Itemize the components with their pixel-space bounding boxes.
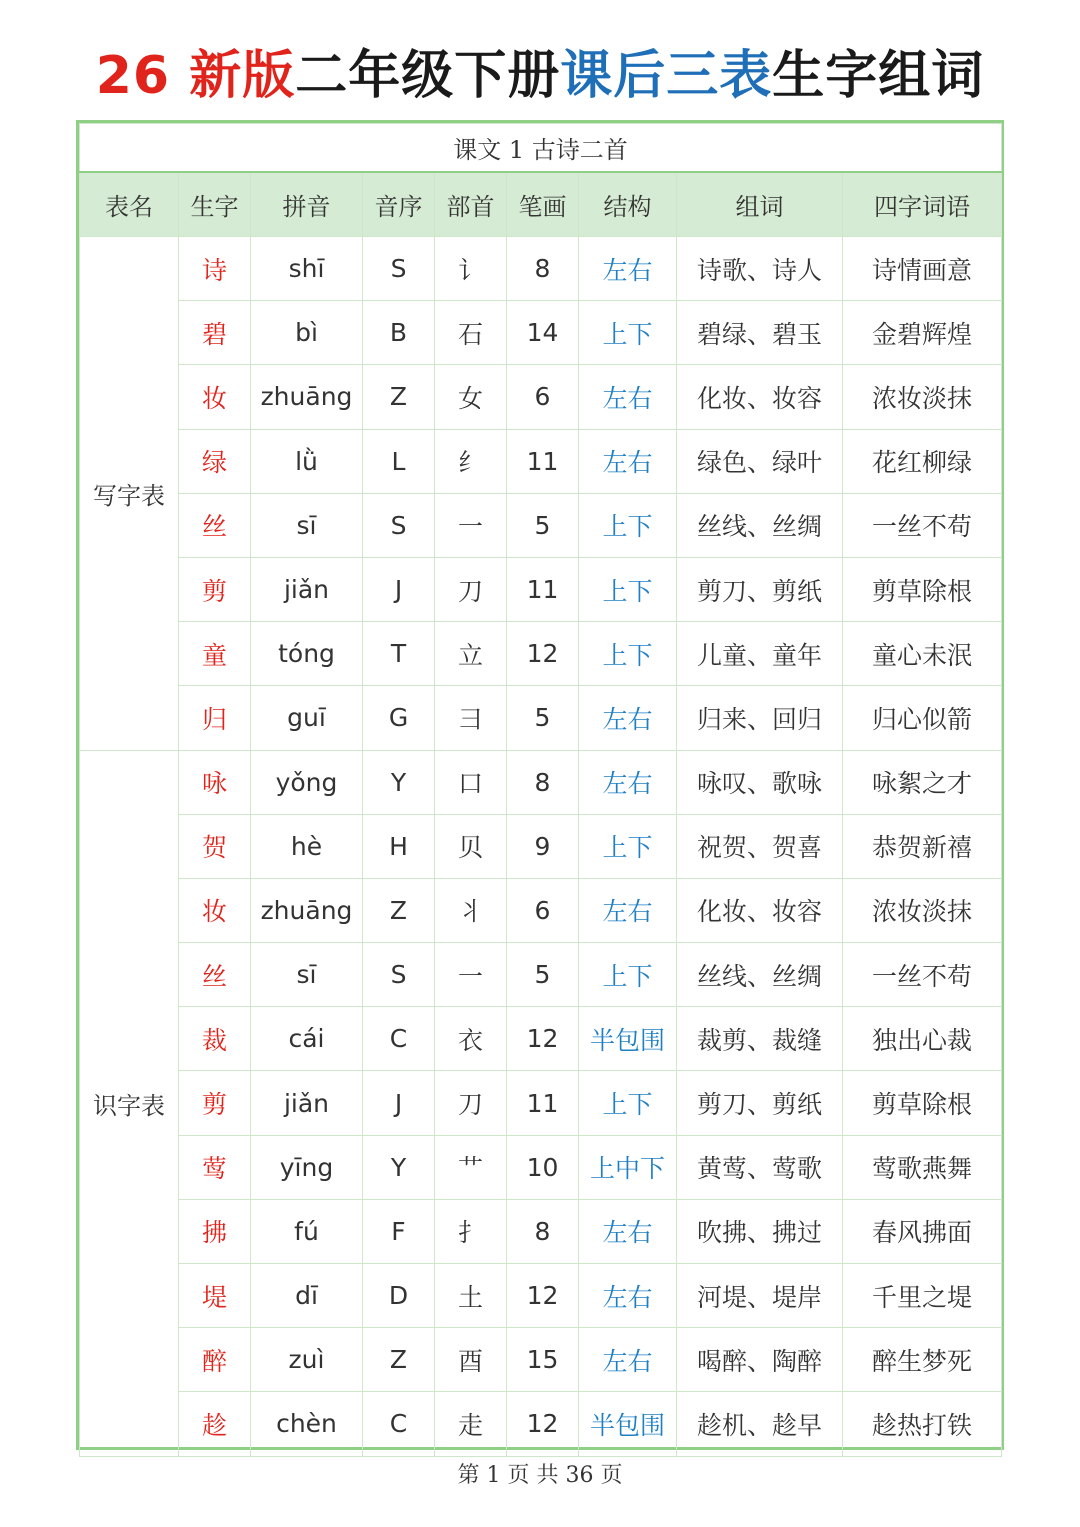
char-cell: 妆 — [179, 878, 251, 942]
letter-order-cell: J — [363, 557, 435, 621]
word-group-cell: 吹拂、拂过 — [677, 1199, 843, 1263]
char-cell: 贺 — [179, 814, 251, 878]
pinyin-cell: chèn — [251, 1392, 363, 1456]
letter-order-cell: H — [363, 814, 435, 878]
pinyin-cell: dī — [251, 1264, 363, 1328]
table-row — [80, 878, 1002, 942]
letter-order-cell: C — [363, 1007, 435, 1071]
word-group-cell: 剪刀、剪纸 — [677, 557, 843, 621]
letter-order-cell: G — [363, 686, 435, 750]
structure-cell: 半包围 — [579, 1007, 677, 1071]
idiom-cell: 一丝不苟 — [843, 493, 1002, 557]
stroke-count-cell: 9 — [507, 814, 579, 878]
table-row — [80, 622, 1002, 686]
word-group-cell: 丝线、丝绸 — [677, 943, 843, 1007]
stroke-count-cell: 14 — [507, 301, 579, 365]
stroke-count-cell: 5 — [507, 686, 579, 750]
column-header: 音序 — [363, 172, 435, 237]
structure-cell: 上下 — [579, 943, 677, 1007]
stroke-count-cell: 5 — [507, 493, 579, 557]
pinyin-cell: lǜ — [251, 429, 363, 493]
pinyin-cell: jiǎn — [251, 557, 363, 621]
structure-cell: 上下 — [579, 622, 677, 686]
stroke-count-cell: 12 — [507, 1264, 579, 1328]
stroke-count-cell: 11 — [507, 557, 579, 621]
stroke-count-cell: 10 — [507, 1135, 579, 1199]
letter-order-cell: D — [363, 1264, 435, 1328]
structure-cell: 上下 — [579, 301, 677, 365]
stroke-count-cell: 5 — [507, 943, 579, 1007]
idiom-cell: 恭贺新禧 — [843, 814, 1002, 878]
word-group-cell: 河堤、堤岸 — [677, 1264, 843, 1328]
radical-cell: 艹 — [435, 1135, 507, 1199]
table-body — [80, 237, 1002, 1457]
radical-cell: 丬 — [435, 878, 507, 942]
idiom-cell: 咏絮之才 — [843, 750, 1002, 814]
stroke-count-cell: 15 — [507, 1328, 579, 1392]
stroke-count-cell: 11 — [507, 1071, 579, 1135]
table-row — [80, 429, 1002, 493]
letter-order-cell: Z — [363, 1328, 435, 1392]
structure-cell: 上下 — [579, 1071, 677, 1135]
idiom-cell: 剪草除根 — [843, 557, 1002, 621]
table-row — [80, 1328, 1002, 1392]
pinyin-cell: zuì — [251, 1328, 363, 1392]
stroke-count-cell: 8 — [507, 750, 579, 814]
idiom-cell: 归心似箭 — [843, 686, 1002, 750]
table-row — [80, 1071, 1002, 1135]
column-header: 笔画 — [507, 172, 579, 237]
char-cell: 剪 — [179, 1071, 251, 1135]
radical-cell: 贝 — [435, 814, 507, 878]
char-cell: 诗 — [179, 237, 251, 301]
radical-cell: 土 — [435, 1264, 507, 1328]
idiom-cell: 醉生梦死 — [843, 1328, 1002, 1392]
letter-order-cell: Z — [363, 365, 435, 429]
table-row — [80, 1264, 1002, 1328]
radical-cell: 女 — [435, 365, 507, 429]
word-group-cell: 黄莺、莺歌 — [677, 1135, 843, 1199]
idiom-cell: 诗情画意 — [843, 237, 1002, 301]
structure-cell: 左右 — [579, 878, 677, 942]
radical-cell: 立 — [435, 622, 507, 686]
stroke-count-cell: 8 — [507, 1199, 579, 1263]
stroke-count-cell: 8 — [507, 237, 579, 301]
char-cell: 咏 — [179, 750, 251, 814]
stroke-count-cell: 12 — [507, 622, 579, 686]
radical-cell: 衣 — [435, 1007, 507, 1071]
letter-order-cell: S — [363, 943, 435, 1007]
title-subject: 生字组词 — [772, 46, 985, 106]
radical-cell: 石 — [435, 301, 507, 365]
column-header: 生字 — [179, 172, 251, 237]
pinyin-cell: bì — [251, 301, 363, 365]
word-group-cell: 喝醉、陶醉 — [677, 1328, 843, 1392]
char-cell: 醉 — [179, 1328, 251, 1392]
word-group-cell: 化妆、妆容 — [677, 878, 843, 942]
letter-order-cell: L — [363, 429, 435, 493]
structure-cell: 上下 — [579, 557, 677, 621]
char-cell: 碧 — [179, 301, 251, 365]
structure-cell: 上中下 — [579, 1135, 677, 1199]
char-cell: 丝 — [179, 493, 251, 557]
structure-cell: 上下 — [579, 814, 677, 878]
letter-order-cell: S — [363, 493, 435, 557]
char-cell: 妆 — [179, 365, 251, 429]
word-group-cell: 咏叹、歌咏 — [677, 750, 843, 814]
pinyin-cell: sī — [251, 493, 363, 557]
radical-cell: 刀 — [435, 1071, 507, 1135]
table-row — [80, 1392, 1002, 1456]
pinyin-cell: jiǎn — [251, 1071, 363, 1135]
table-row — [80, 301, 1002, 365]
idiom-cell: 春风拂面 — [843, 1199, 1002, 1263]
radical-cell: 刀 — [435, 557, 507, 621]
table-row — [80, 237, 1002, 301]
char-cell: 丝 — [179, 943, 251, 1007]
char-cell: 剪 — [179, 557, 251, 621]
word-group-cell: 儿童、童年 — [677, 622, 843, 686]
stroke-count-cell: 12 — [507, 1007, 579, 1071]
table-row — [80, 1007, 1002, 1071]
column-header: 结构 — [579, 172, 677, 237]
column-header: 四字词语 — [843, 172, 1002, 237]
word-group-cell: 诗歌、诗人 — [677, 237, 843, 301]
idiom-cell: 浓妆淡抹 — [843, 365, 1002, 429]
idiom-cell: 千里之堤 — [843, 1264, 1002, 1328]
char-cell: 归 — [179, 686, 251, 750]
structure-cell: 半包围 — [579, 1392, 677, 1456]
structure-cell: 左右 — [579, 1199, 677, 1263]
stroke-count-cell: 6 — [507, 365, 579, 429]
word-group-cell: 剪刀、剪纸 — [677, 1071, 843, 1135]
table-row — [80, 493, 1002, 557]
idiom-cell: 浓妆淡抹 — [843, 878, 1002, 942]
radical-cell: 讠 — [435, 237, 507, 301]
pinyin-cell: zhuāng — [251, 365, 363, 429]
table-row — [80, 1199, 1002, 1263]
pinyin-cell: yǒng — [251, 750, 363, 814]
column-header-row — [80, 172, 1002, 237]
word-group-cell: 裁剪、裁缝 — [677, 1007, 843, 1071]
table-group-label: 写字表 — [80, 237, 179, 751]
structure-cell: 左右 — [579, 1264, 677, 1328]
pinyin-cell: fú — [251, 1199, 363, 1263]
title-edition: 26 新版 — [95, 46, 296, 106]
column-header: 拼音 — [251, 172, 363, 237]
structure-cell: 左右 — [579, 1328, 677, 1392]
idiom-cell: 剪草除根 — [843, 1071, 1002, 1135]
table-group-label: 识字表 — [80, 750, 179, 1456]
page-footer: 第 1 页 共 36 页 — [457, 1463, 623, 1488]
char-cell: 童 — [179, 622, 251, 686]
column-header: 组词 — [677, 172, 843, 237]
column-header: 部首 — [435, 172, 507, 237]
word-group-cell: 化妆、妆容 — [677, 365, 843, 429]
table-row — [80, 1135, 1002, 1199]
pinyin-cell: yīng — [251, 1135, 363, 1199]
structure-cell: 左右 — [579, 750, 677, 814]
letter-order-cell: Z — [363, 878, 435, 942]
letter-order-cell: B — [363, 301, 435, 365]
table-row — [80, 557, 1002, 621]
letter-order-cell: F — [363, 1199, 435, 1263]
structure-cell: 左右 — [579, 686, 677, 750]
structure-cell: 左右 — [579, 237, 677, 301]
idiom-cell: 金碧辉煌 — [843, 301, 1002, 365]
letter-order-cell: S — [363, 237, 435, 301]
letter-order-cell: T — [363, 622, 435, 686]
idiom-cell: 莺歌燕舞 — [843, 1135, 1002, 1199]
radical-cell: 扌 — [435, 1199, 507, 1263]
word-group-cell: 归来、回归 — [677, 686, 843, 750]
page-title — [0, 40, 1080, 112]
idiom-cell: 趁热打铁 — [843, 1392, 1002, 1456]
word-group-cell: 丝线、丝绸 — [677, 493, 843, 557]
word-group-cell: 绿色、绿叶 — [677, 429, 843, 493]
char-cell: 莺 — [179, 1135, 251, 1199]
table-row — [80, 365, 1002, 429]
radical-cell: 彐 — [435, 686, 507, 750]
idiom-cell: 童心未泯 — [843, 622, 1002, 686]
structure-cell: 上下 — [579, 493, 677, 557]
pinyin-cell: tóng — [251, 622, 363, 686]
title-grade: 二年级下册 — [295, 46, 561, 106]
pinyin-cell: sī — [251, 943, 363, 1007]
idiom-cell: 独出心裁 — [843, 1007, 1002, 1071]
stroke-count-cell: 12 — [507, 1392, 579, 1456]
pinyin-cell: hè — [251, 814, 363, 878]
stroke-count-cell: 6 — [507, 878, 579, 942]
structure-cell: 左右 — [579, 365, 677, 429]
char-cell: 堤 — [179, 1264, 251, 1328]
char-cell: 绿 — [179, 429, 251, 493]
letter-order-cell: Y — [363, 1135, 435, 1199]
table-row — [80, 814, 1002, 878]
letter-order-cell: Y — [363, 750, 435, 814]
char-cell: 拂 — [179, 1199, 251, 1263]
letter-order-cell: C — [363, 1392, 435, 1456]
radical-cell: 口 — [435, 750, 507, 814]
radical-cell: 走 — [435, 1392, 507, 1456]
vocabulary-table-frame — [76, 120, 1004, 1450]
table-row — [80, 943, 1002, 1007]
letter-order-cell: J — [363, 1071, 435, 1135]
idiom-cell: 一丝不苟 — [843, 943, 1002, 1007]
vocabulary-table — [79, 123, 1002, 1457]
title-tables: 课后三表 — [560, 46, 773, 106]
idiom-cell: 花红柳绿 — [843, 429, 1002, 493]
char-cell: 趁 — [179, 1392, 251, 1456]
table-row — [80, 750, 1002, 814]
table-row — [80, 686, 1002, 750]
radical-cell: 纟 — [435, 429, 507, 493]
pinyin-cell: zhuāng — [251, 878, 363, 942]
radical-cell: 一 — [435, 493, 507, 557]
pinyin-cell: cái — [251, 1007, 363, 1071]
radical-cell: 酉 — [435, 1328, 507, 1392]
structure-cell: 左右 — [579, 429, 677, 493]
char-cell: 裁 — [179, 1007, 251, 1071]
word-group-cell: 碧绿、碧玉 — [677, 301, 843, 365]
word-group-cell: 趁机、趁早 — [677, 1392, 843, 1456]
pinyin-cell: shī — [251, 237, 363, 301]
pinyin-cell: guī — [251, 686, 363, 750]
radical-cell: 一 — [435, 943, 507, 1007]
word-group-cell: 祝贺、贺喜 — [677, 814, 843, 878]
stroke-count-cell: 11 — [507, 429, 579, 493]
lesson-caption: 课文 1 古诗二首 — [80, 124, 1002, 173]
column-header: 表名 — [80, 172, 179, 237]
